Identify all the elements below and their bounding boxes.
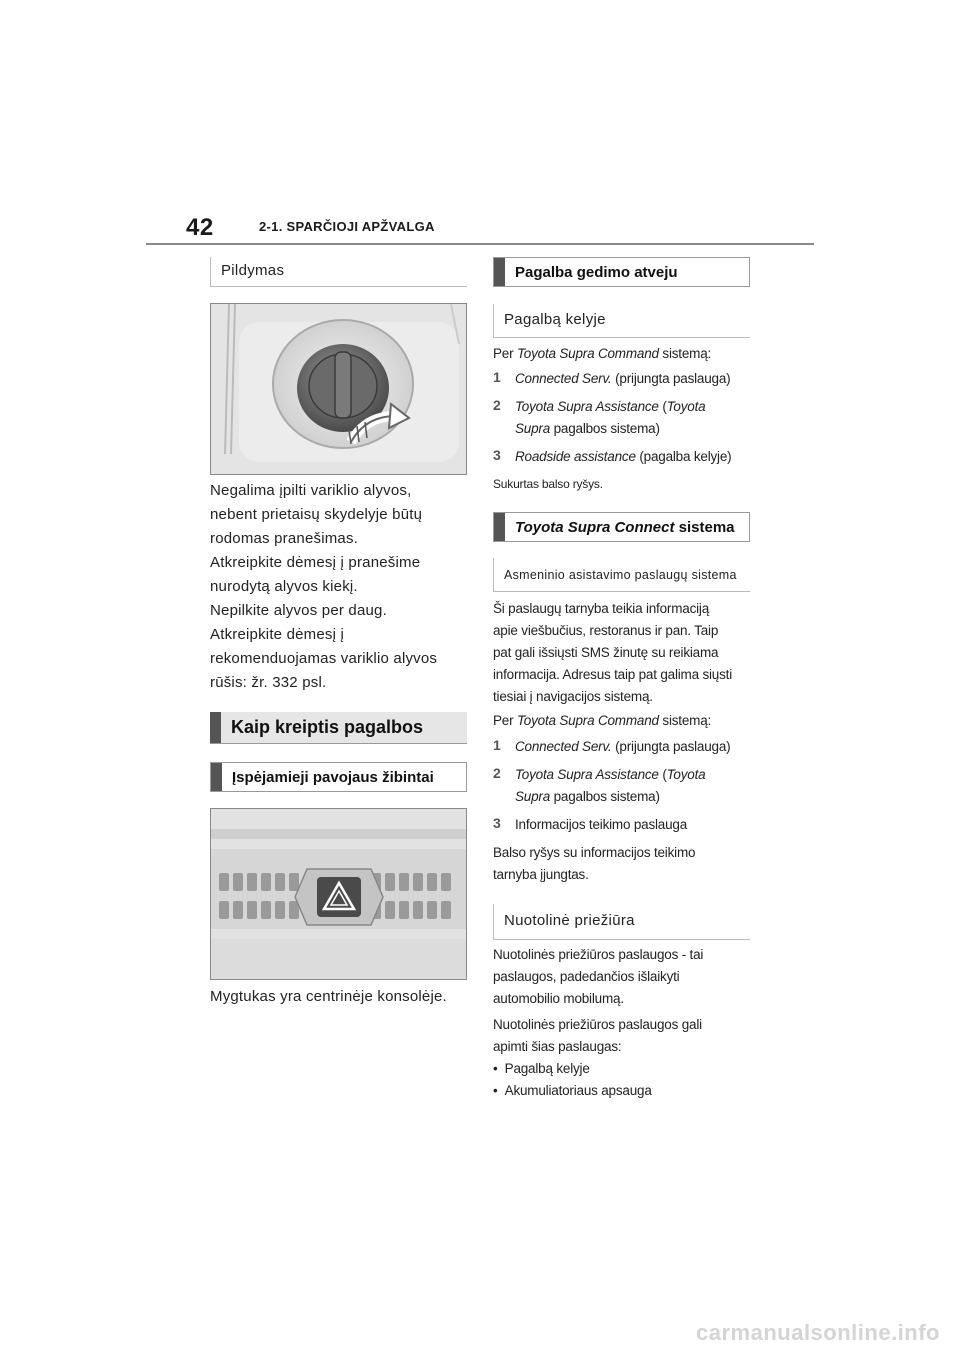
assist-note-line-1: Balso ryšys su informacijos teikimo (493, 845, 696, 860)
roadside-step-3: Roadside assistance (pagalba kelyje) (515, 449, 732, 464)
assist-text-line-3: pat gali išsiųsti SMS žinutę su reikiama (493, 645, 719, 660)
assist-step-1-number: 1 (493, 737, 501, 753)
assist-text-line-4: informacija. Adresus taip pat galima siųsti (493, 667, 733, 682)
remote-p1-line-3: automobilio mobilumą. (493, 991, 624, 1006)
assist-subheading: Asmeninio asistavimo paslaugų sistema (493, 558, 750, 592)
fill-text-line-5: nurodytą alyvos kiekį. (210, 578, 358, 595)
assist-step-3: Informacijos teikimo paslauga (515, 817, 688, 832)
roadside-step-1-number: 1 (493, 369, 501, 385)
roadside-intro: Per Toyota Supra Command sistemą: (493, 346, 712, 361)
remote-p1-line-1: Nuotolinės priežiūros paslaugos - tai (493, 947, 704, 962)
remote-bullet-2: • Akumuliatoriaus apsauga (493, 1083, 652, 1098)
remote-subheading: Nuotolinė priežiūra (493, 904, 750, 940)
roadside-step-2-number: 2 (493, 397, 501, 413)
assist-step-2: Toyota Supra Assistance (Toyota (515, 767, 706, 782)
assist-note-line-2: tarnyba įjungtas. (493, 867, 589, 882)
hazard-triangle-icon (211, 809, 467, 980)
oil-filler-cap-icon (211, 304, 467, 475)
remote-p2-line-1: Nuotolinės priežiūros paslaugos gali (493, 1017, 702, 1032)
assist-text-line-2: apie viešbučius, restoranus ir pan. Taip (493, 623, 719, 638)
watermark: carmanualsonline.info (696, 1320, 940, 1345)
fill-heading: Pildymas (210, 257, 467, 287)
assist-text-line-1: Ši paslaugų tarnyba teikia informaciją (493, 601, 710, 616)
assist-step-2-number: 2 (493, 765, 501, 781)
help-heading: Kaip kreiptis pagalbos (210, 712, 467, 744)
fill-text-line-9: rūšis: žr. 332 psl. (210, 674, 327, 691)
page-number: 42 (186, 214, 214, 241)
remote-p1-line-2: paslaugos, padedančios išlaikyti (493, 969, 680, 984)
oil-filler-photo (210, 303, 467, 475)
remote-bullet-1: • Pagalbą kelyje (493, 1061, 590, 1076)
roadside-step-2-cont: Supra pagalbos sistema) (515, 421, 660, 436)
hazard-caption: Mygtukas yra centrinėje konsolėje. (210, 988, 447, 1005)
assist-intro: Per Toyota Supra Command sistemą: (493, 713, 712, 728)
hazard-button-photo (210, 808, 467, 980)
fill-text-line-3: rodomas pranešimas. (210, 530, 359, 547)
assist-step-3-number: 3 (493, 815, 501, 831)
assist-step-1: Connected Serv. (prijungta paslauga) (515, 739, 731, 754)
fill-text-line-8: rekomenduojamas variklio alyvos (210, 650, 438, 667)
fill-text-line-1: Negalima įpilti variklio alyvos, (210, 482, 412, 499)
header-divider (146, 243, 814, 245)
fill-text-line-7: Atkreipkite dėmesį į (210, 626, 345, 643)
section-title: 2-1. SPARČIOJI APŽVALGA (259, 219, 435, 234)
fill-text-line-2: nebent prietaisų skydelyje būtų (210, 506, 423, 523)
fill-text-line-4: Atkreipkite dėmesį į pranešime (210, 554, 421, 571)
remote-p2-line-2: apimti šias paslaugas: (493, 1039, 622, 1054)
roadside-step-1: Connected Serv. (prijungta paslauga) (515, 371, 731, 386)
breakdown-heading: Pagalba gedimo atveju (493, 257, 750, 287)
assist-step-2-cont: Supra pagalbos sistema) (515, 789, 660, 804)
connect-heading: Toyota Supra Connect sistema (493, 512, 750, 542)
fill-text-line-6: Nepilkite alyvos per daug. (210, 602, 387, 619)
roadside-subheading: Pagalbą kelyje (493, 304, 750, 338)
assist-text-line-5: tiesiai į navigacijos sistemą. (493, 689, 653, 704)
roadside-note: Sukurtas balso ryšys. (493, 477, 603, 491)
roadside-step-2: Toyota Supra Assistance (Toyota (515, 399, 706, 414)
roadside-step-3-number: 3 (493, 447, 501, 463)
hazard-heading: Įspėjamieji pavojaus žibintai (210, 762, 467, 792)
